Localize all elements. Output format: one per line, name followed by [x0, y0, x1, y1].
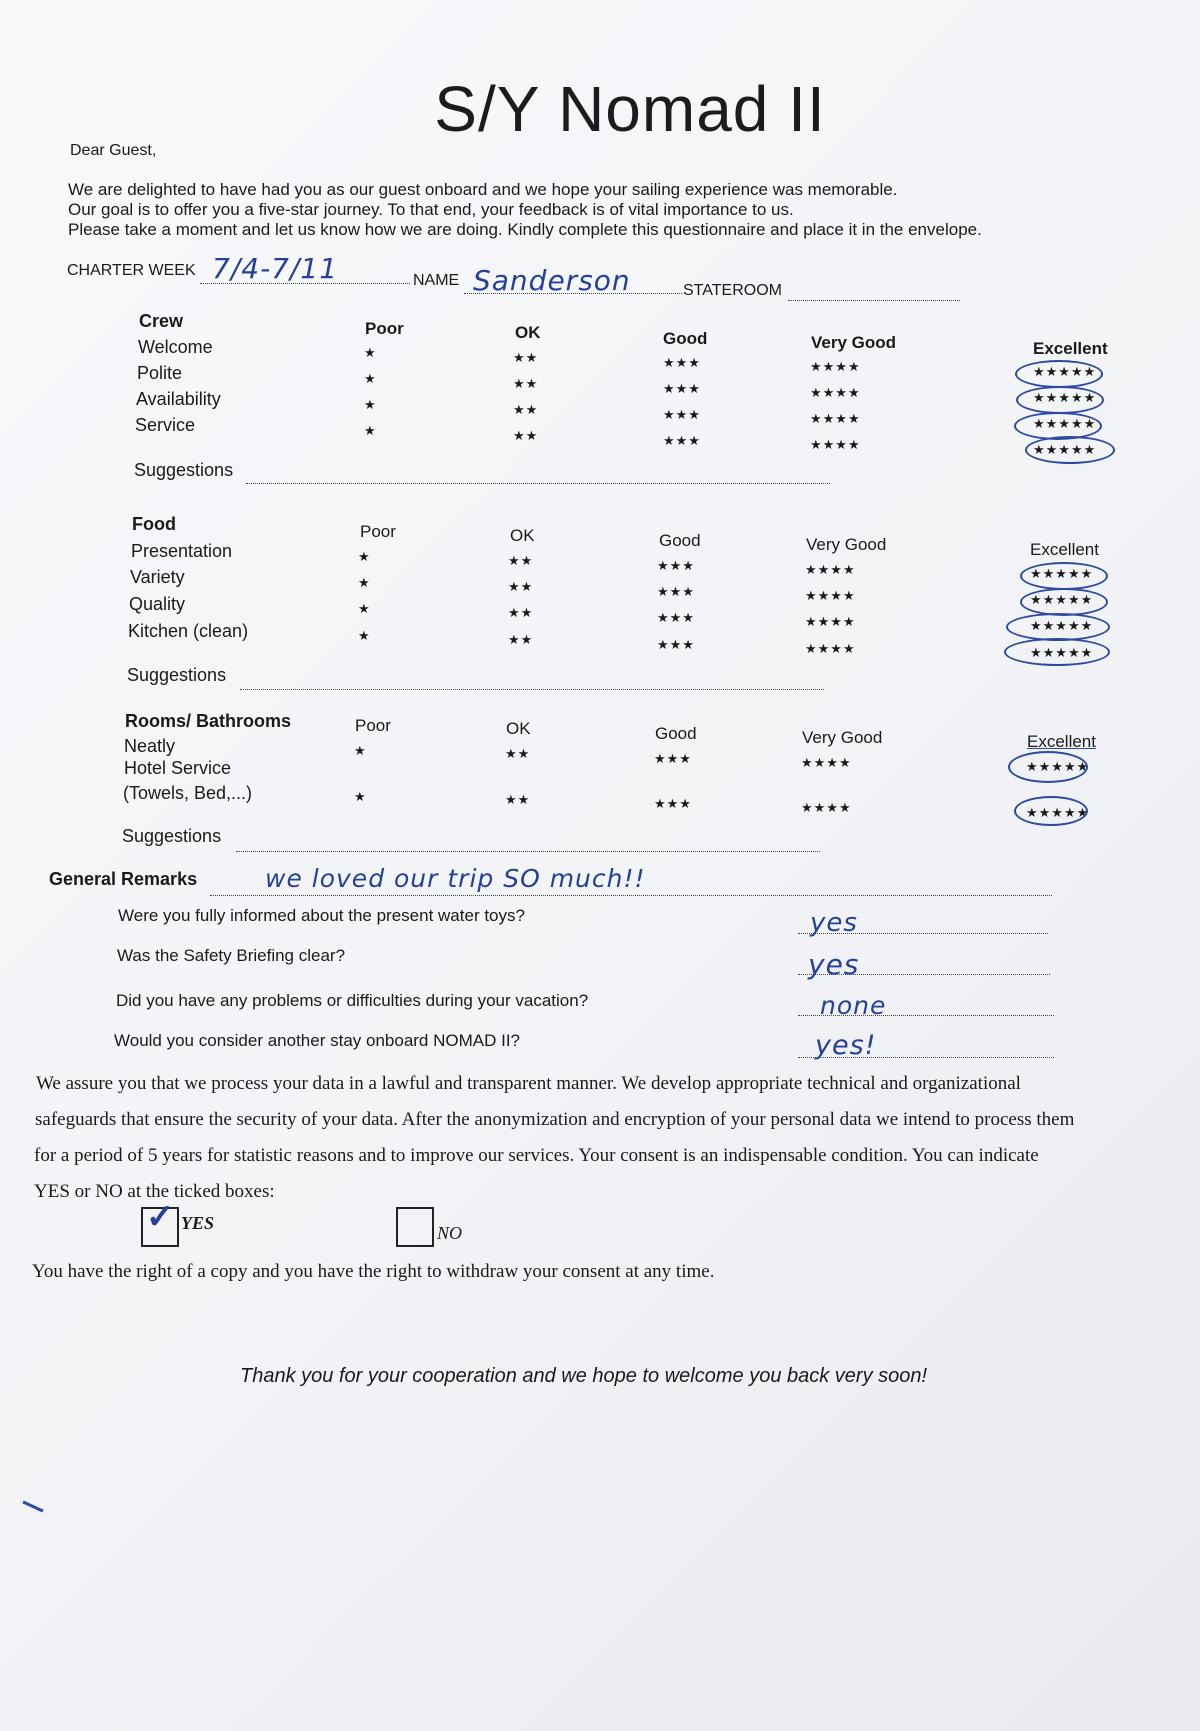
crew-section-title: Crew	[139, 311, 184, 331]
name-label: NAME	[413, 272, 460, 289]
crew-availability-very-good[interactable]: ★★★★	[810, 411, 861, 426]
rooms-service-poor[interactable]: ★	[354, 789, 367, 804]
food-col-very-good: Very Good	[806, 535, 887, 554]
food-kitchen-very-good[interactable]: ★★★★	[805, 641, 856, 656]
privacy-rights-text: You have the right of a copy and you have the right to withdraw your consent at any time.	[32, 1261, 715, 1282]
consent-no-checkbox[interactable]	[396, 1207, 434, 1247]
food-quality-very-good[interactable]: ★★★★	[805, 614, 856, 629]
rooms-suggestions-field[interactable]	[236, 851, 820, 852]
privacy-line-2: safeguards that ensure the security of your data. After the anonymization and encryption of your personal data we intend to process them	[35, 1109, 1075, 1130]
crew-welcome-ok[interactable]: ★★	[513, 350, 539, 365]
food-quality-ok[interactable]: ★★	[508, 605, 534, 620]
general-remarks-field[interactable]: we loved our trip SO much!!	[265, 864, 646, 893]
rooms-col-very-good: Very Good	[802, 728, 883, 747]
food-kitchen-ok[interactable]: ★★	[508, 632, 534, 647]
food-variety-poor[interactable]: ★	[358, 575, 371, 590]
food-presentation-good[interactable]: ★★★	[657, 558, 695, 573]
rooms-col-ok: OK	[506, 719, 531, 738]
crew-suggestions-label: Suggestions	[134, 460, 234, 480]
food-row-variety: Variety	[130, 567, 185, 587]
crew-availability-good[interactable]: ★★★	[663, 407, 701, 422]
intro-line-2: Our goal is to offer you a five-star journey. To that end, your feedback is of vital importance to us.	[68, 200, 794, 219]
question-problems: Did you have any problems or difficulties during your vacation?	[116, 991, 589, 1010]
crew-availability-excellent[interactable]: ★★★★★	[1033, 416, 1097, 431]
crew-service-ok[interactable]: ★★	[513, 428, 539, 443]
food-variety-ok[interactable]: ★★	[508, 579, 534, 594]
answer-safety-briefing-field[interactable]: yes	[808, 948, 860, 981]
thank-you-message: Thank you for your cooperation and we hope to welcome you back very soon!	[240, 1365, 928, 1387]
food-presentation-very-good[interactable]: ★★★★	[805, 562, 856, 577]
crew-row-availability: Availability	[136, 389, 221, 409]
rooms-col-excellent: Excellent	[1027, 732, 1096, 751]
rooms-section-title: Rooms/ Bathrooms	[125, 711, 292, 731]
food-quality-poor[interactable]: ★	[358, 601, 371, 616]
check-mark-icon: ✓	[146, 1198, 175, 1236]
rooms-service-very-good[interactable]: ★★★★	[801, 800, 852, 815]
crew-welcome-good[interactable]: ★★★	[663, 355, 701, 370]
food-col-good: Good	[659, 531, 701, 550]
crew-availability-ok[interactable]: ★★	[513, 402, 539, 417]
rooms-col-good: Good	[655, 724, 697, 743]
privacy-line-4: YES or NO at the ticked boxes:	[34, 1181, 275, 1202]
rooms-neatly-good[interactable]: ★★★	[654, 751, 692, 766]
page-title: S/Y Nomad II	[434, 73, 826, 145]
food-kitchen-selection-circle	[1004, 638, 1110, 666]
crew-row-welcome: Welcome	[138, 337, 213, 357]
rooms-neatly-excellent[interactable]: ★★★★★	[1026, 759, 1090, 774]
food-presentation-poor[interactable]: ★	[358, 549, 371, 564]
food-col-excellent: Excellent	[1030, 540, 1099, 559]
pen-mark	[22, 1500, 43, 1512]
rooms-neatly-ok[interactable]: ★★	[505, 746, 531, 761]
rooms-neatly-selection-circle	[1008, 751, 1088, 783]
crew-col-ok: OK	[515, 323, 541, 342]
food-suggestions-field[interactable]	[240, 689, 824, 690]
answer-problems-field[interactable]: none	[820, 991, 887, 1020]
food-variety-selection-circle	[1020, 588, 1108, 616]
question-another-stay: Would you consider another stay onboard NOMAD II?	[114, 1031, 521, 1050]
food-quality-good[interactable]: ★★★	[657, 610, 695, 625]
privacy-line-1: We assure you that we process your data in a lawful and transparent manner. We develop appropriate technical and organizational	[36, 1073, 1021, 1094]
food-section-title: Food	[132, 514, 176, 534]
crew-service-poor[interactable]: ★	[364, 423, 377, 438]
food-suggestions-label: Suggestions	[127, 665, 227, 685]
crew-col-good: Good	[663, 329, 708, 348]
charter-week-label: CHARTER WEEK	[67, 262, 196, 279]
crew-row-polite: Polite	[137, 363, 183, 383]
crew-welcome-very-good[interactable]: ★★★★	[810, 359, 861, 374]
crew-row-service: Service	[135, 415, 196, 435]
rooms-row-neatly: Neatly	[124, 736, 176, 756]
charter-week-field[interactable]: 7/4-7/11	[212, 252, 339, 285]
privacy-line-3: for a period of 5 years for statistic reasons and to improve our services. Your consent is an indispensable condition. You can indicate	[34, 1145, 1039, 1166]
crew-col-very-good: Very Good	[811, 333, 897, 352]
intro-line-3: Please take a moment and let us know how we are doing. Kindly complete this questionnaire and place it in the envelope.	[68, 220, 982, 239]
rooms-suggestions-label: Suggestions	[122, 826, 222, 846]
crew-col-excellent: Excellent	[1033, 339, 1108, 358]
greeting: Dear Guest,	[70, 142, 157, 159]
rooms-neatly-poor[interactable]: ★	[354, 743, 367, 758]
food-presentation-excellent[interactable]: ★★★★★	[1030, 566, 1094, 581]
rooms-service-ok[interactable]: ★★	[505, 792, 531, 807]
crew-col-poor: Poor	[365, 319, 404, 338]
food-row-quality: Quality	[129, 594, 186, 614]
food-col-ok: OK	[510, 526, 535, 545]
intro-line-1: We are delighted to have had you as our guest onboard and we hope your sailing experience was memorable.	[68, 180, 898, 199]
crew-polite-ok[interactable]: ★★	[513, 376, 539, 391]
crew-polite-good[interactable]: ★★★	[663, 381, 701, 396]
question-safety-briefing: Was the Safety Briefing clear?	[117, 946, 346, 965]
food-quality-excellent[interactable]: ★★★★★	[1030, 618, 1094, 633]
crew-service-very-good[interactable]: ★★★★	[810, 437, 861, 452]
food-presentation-selection-circle	[1020, 562, 1108, 590]
rooms-service-good[interactable]: ★★★	[654, 796, 692, 811]
rooms-row-towels-bed: (Towels, Bed,...)	[123, 783, 253, 803]
crew-polite-selection-circle	[1016, 386, 1104, 414]
crew-polite-excellent[interactable]: ★★★★★	[1033, 390, 1097, 405]
crew-service-selection-circle	[1025, 436, 1115, 464]
stateroom-label: STATEROOM	[683, 282, 782, 299]
crew-welcome-selection-circle	[1015, 360, 1103, 388]
rooms-neatly-very-good[interactable]: ★★★★	[801, 755, 852, 770]
name-field[interactable]: Sanderson	[473, 264, 631, 297]
question-water-toys: Were you fully informed about the present water toys?	[118, 906, 525, 925]
crew-service-good[interactable]: ★★★	[663, 433, 701, 448]
consent-yes-label: YES	[181, 1213, 215, 1233]
crew-welcome-poor[interactable]: ★	[364, 345, 377, 360]
food-row-kitchen: Kitchen (clean)	[128, 621, 249, 641]
crew-polite-poor[interactable]: ★	[364, 371, 377, 386]
crew-availability-poor[interactable]: ★	[364, 397, 377, 412]
food-variety-good[interactable]: ★★★	[657, 584, 695, 599]
food-kitchen-poor[interactable]: ★	[358, 628, 371, 643]
crew-suggestions-field[interactable]	[246, 483, 830, 484]
food-kitchen-good[interactable]: ★★★	[657, 637, 695, 652]
food-variety-excellent[interactable]: ★★★★★	[1030, 592, 1094, 607]
answer-another-stay-field[interactable]: yes!	[815, 1030, 877, 1061]
answer-water-toys-field[interactable]: yes	[810, 908, 858, 938]
food-kitchen-excellent[interactable]: ★★★★★	[1030, 645, 1094, 660]
rooms-row-hotel-service: Hotel Service	[124, 758, 232, 778]
rooms-col-poor: Poor	[355, 716, 391, 735]
crew-polite-very-good[interactable]: ★★★★	[810, 385, 861, 400]
general-remarks-line	[210, 895, 1052, 896]
rooms-service-selection-circle	[1014, 796, 1088, 826]
crew-welcome-excellent[interactable]: ★★★★★	[1033, 364, 1097, 379]
rooms-service-excellent[interactable]: ★★★★★	[1026, 805, 1090, 820]
food-quality-selection-circle	[1006, 613, 1110, 641]
consent-no-label: NO	[437, 1223, 463, 1243]
food-presentation-ok[interactable]: ★★	[508, 553, 534, 568]
crew-service-excellent[interactable]: ★★★★★	[1033, 442, 1097, 457]
food-variety-very-good[interactable]: ★★★★	[805, 588, 856, 603]
stateroom-field[interactable]	[788, 300, 960, 301]
general-remarks-label: General Remarks	[49, 869, 198, 889]
food-row-presentation: Presentation	[131, 541, 233, 561]
food-col-poor: Poor	[360, 522, 396, 541]
